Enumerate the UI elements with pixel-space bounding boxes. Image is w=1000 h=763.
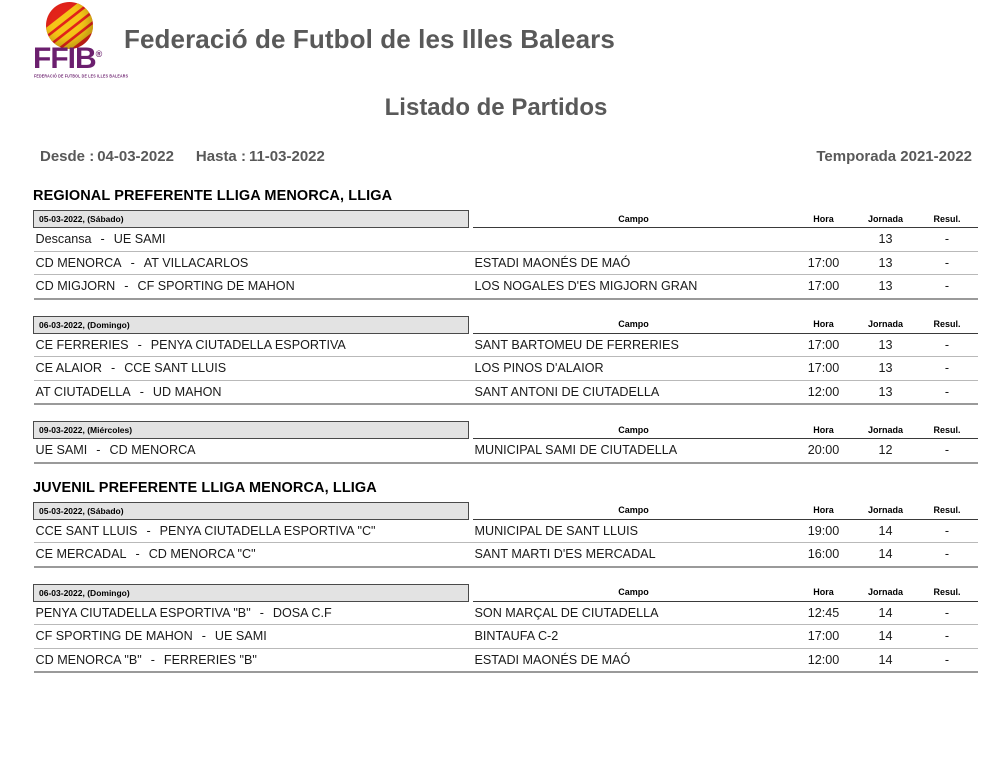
column-header-jornada: Jornada	[855, 584, 917, 601]
date-range-bar	[0, 148, 1000, 170]
block-date: 09-03-2022,	[39, 425, 85, 435]
home-team: CF SPORTING DE MAHON	[35, 629, 193, 644]
date-block	[0, 421, 1000, 464]
match-venue: SANT MARTI D'ES MERCADAL	[473, 543, 793, 567]
match-time: 17:00	[793, 333, 855, 357]
match-venue: MUNICIPAL DE SANT LLUIS	[473, 519, 793, 543]
date-block	[0, 584, 1000, 674]
matches-table	[33, 421, 978, 464]
home-team: UE SAMI	[35, 443, 88, 458]
block-header-row	[34, 502, 978, 519]
matches-table	[33, 316, 978, 406]
block-date: 06-03-2022,	[39, 319, 85, 330]
away-team: PENYA CIUTADELLA ESPORTIVA	[150, 337, 346, 352]
vs-separator: -	[135, 547, 140, 562]
column-header-resul: Resul.	[917, 211, 978, 228]
match-result: -	[917, 228, 978, 252]
vs-separator: -	[146, 523, 151, 538]
match-matchday: 13	[855, 357, 917, 381]
home-team: CD MENORCA "B"	[35, 652, 142, 667]
match-venue: BINTAUFA C-2	[473, 625, 793, 649]
match-teams	[34, 333, 473, 357]
match-result: -	[917, 275, 978, 299]
season-label: Temporada 2021-2022	[816, 148, 972, 165]
table-row	[34, 275, 978, 299]
column-header-campo: Campo	[473, 502, 793, 519]
match-teams	[34, 357, 473, 381]
from-label: Desde :	[40, 148, 95, 165]
match-time: 20:00	[793, 439, 855, 463]
match-time: 12:00	[793, 380, 855, 404]
vs-separator: -	[137, 337, 142, 352]
vs-separator: -	[130, 255, 135, 270]
away-team: PENYA CIUTADELLA ESPORTIVA "C"	[159, 523, 376, 538]
column-header-hora: Hora	[793, 584, 855, 601]
logo-tagline: FEDERACIÓ DE FUTBOL DE LES ILLES BALEARS	[34, 74, 129, 79]
block-date: 05-03-2022,	[39, 505, 85, 516]
column-header-jornada: Jornada	[855, 502, 917, 519]
registered-mark-icon: ®	[95, 49, 102, 59]
table-row	[34, 380, 978, 404]
away-team: UE SAMI	[214, 629, 267, 644]
match-teams	[34, 648, 473, 672]
match-matchday: 13	[855, 275, 917, 299]
block-date-cell	[34, 211, 469, 228]
table-row	[34, 439, 978, 463]
home-team: CD MIGJORN	[35, 279, 116, 294]
home-team: CCE SANT LLUIS	[35, 523, 138, 538]
match-teams	[34, 601, 473, 625]
match-matchday: 13	[855, 251, 917, 275]
column-header-hora: Hora	[793, 502, 855, 519]
home-team: CE MERCADAL	[35, 547, 127, 562]
competition-section	[0, 188, 1000, 464]
vs-separator: -	[100, 232, 105, 247]
match-result: -	[917, 439, 978, 463]
match-time	[793, 228, 855, 252]
match-time: 17:00	[793, 251, 855, 275]
block-date: 06-03-2022,	[39, 587, 85, 598]
page-title: Listado de Partidos	[384, 94, 608, 121]
block-weekday: (Domingo)	[87, 319, 130, 330]
match-teams	[34, 380, 473, 404]
away-team: CF SPORTING DE MAHON	[137, 279, 295, 294]
table-row	[34, 357, 978, 381]
column-header-resul: Resul.	[917, 502, 978, 519]
vs-separator: -	[259, 605, 264, 620]
column-header-resul: Resul.	[917, 316, 978, 333]
match-venue	[473, 228, 793, 252]
match-time: 12:45	[793, 601, 855, 625]
table-row	[34, 519, 978, 543]
date-range	[40, 148, 325, 165]
ffib-logo	[33, 2, 129, 90]
vs-separator: -	[150, 652, 155, 667]
match-venue: MUNICIPAL SAMI DE CIUTADELLA	[473, 439, 793, 463]
match-matchday: 14	[855, 601, 917, 625]
match-teams	[34, 228, 473, 252]
away-team: UE SAMI	[113, 232, 166, 247]
match-venue: LOS PINOS D'ALAIOR	[473, 357, 793, 381]
away-team: DOSA C.F	[272, 605, 332, 620]
table-row	[34, 648, 978, 672]
away-team: UD MAHON	[152, 384, 222, 399]
match-result: -	[917, 333, 978, 357]
vs-separator: -	[111, 361, 116, 376]
match-teams	[34, 543, 473, 567]
home-team: CE ALAIOR	[35, 361, 102, 376]
logo-wordmark	[33, 44, 101, 74]
match-time: 16:00	[793, 543, 855, 567]
match-teams	[34, 519, 473, 543]
match-result: -	[917, 625, 978, 649]
block-header-row	[34, 211, 978, 228]
column-header-campo: Campo	[473, 211, 793, 228]
table-row	[34, 251, 978, 275]
matches-table	[33, 502, 978, 568]
match-result: -	[917, 601, 978, 625]
match-result: -	[917, 357, 978, 381]
vs-separator: -	[124, 279, 129, 294]
block-weekday: (Miércoles)	[87, 425, 133, 435]
vs-separator: -	[139, 384, 144, 399]
table-row	[34, 625, 978, 649]
match-time: 17:00	[793, 625, 855, 649]
match-matchday: 14	[855, 543, 917, 567]
match-listing	[0, 188, 1000, 689]
block-header-row	[34, 584, 978, 601]
column-header-hora: Hora	[793, 422, 855, 439]
match-time: 12:00	[793, 648, 855, 672]
match-teams	[34, 275, 473, 299]
federation-title: Federació de Futbol de les Illes Balears	[124, 24, 615, 54]
logo-wordmark-text: FFIB	[33, 42, 96, 75]
match-time: 17:00	[793, 357, 855, 381]
column-header-resul: Resul.	[917, 584, 978, 601]
home-team: PENYA CIUTADELLA ESPORTIVA "B"	[35, 605, 251, 620]
match-venue: ESTADI MAONÉS DE MAÓ	[473, 648, 793, 672]
block-date: 05-03-2022,	[39, 214, 85, 224]
column-header-campo: Campo	[473, 422, 793, 439]
block-date-cell	[34, 316, 469, 333]
block-weekday: (Domingo)	[87, 587, 130, 598]
match-venue: SON MARÇAL DE CIUTADELLA	[473, 601, 793, 625]
match-venue: ESTADI MAONÉS DE MAÓ	[473, 251, 793, 275]
match-time: 19:00	[793, 519, 855, 543]
match-result: -	[917, 251, 978, 275]
match-result: -	[917, 380, 978, 404]
block-header-row	[34, 422, 978, 439]
to-value: 11-03-2022	[248, 148, 325, 165]
block-header-row	[34, 316, 978, 333]
away-team: AT VILLACARLOS	[143, 255, 249, 270]
away-team: CD MENORCA	[109, 443, 196, 458]
away-team: CD MENORCA "C"	[148, 547, 256, 562]
date-block	[0, 316, 1000, 406]
block-weekday: (Sábado)	[87, 505, 124, 516]
match-result: -	[917, 519, 978, 543]
column-header-hora: Hora	[793, 316, 855, 333]
matches-table	[33, 210, 978, 300]
competition-title: REGIONAL PREFERENTE LLIGA MENORCA, LLIGA	[33, 188, 393, 204]
vs-separator: -	[96, 443, 101, 458]
match-teams	[34, 251, 473, 275]
competition-title: JUVENIL PREFERENTE LLIGA MENORCA, LLIGA	[33, 479, 377, 496]
column-header-jornada: Jornada	[855, 422, 917, 439]
to-label: Hasta :	[195, 148, 246, 165]
block-date-cell	[34, 502, 469, 519]
column-header-hora: Hora	[793, 211, 855, 228]
column-header-jornada: Jornada	[855, 211, 917, 228]
date-block	[0, 210, 1000, 300]
table-row	[34, 333, 978, 357]
match-result: -	[917, 543, 978, 567]
match-matchday: 14	[855, 625, 917, 649]
match-matchday: 14	[855, 519, 917, 543]
match-venue: LOS NOGALES D'ES MIGJORN GRAN	[473, 275, 793, 299]
date-block	[0, 502, 1000, 568]
match-teams	[34, 439, 473, 463]
match-matchday: 12	[855, 439, 917, 463]
column-header-resul: Resul.	[917, 422, 978, 439]
match-matchday: 13	[855, 333, 917, 357]
home-team: AT CIUTADELLA	[35, 384, 131, 399]
match-matchday: 14	[855, 648, 917, 672]
table-row	[34, 228, 978, 252]
match-venue: SANT BARTOMEU DE FERRERIES	[473, 333, 793, 357]
home-team: CE FERRERIES	[35, 337, 129, 352]
from-value: 04-03-2022	[97, 148, 174, 165]
competition-section	[0, 480, 1000, 674]
match-time: 17:00	[793, 275, 855, 299]
match-result: -	[917, 648, 978, 672]
block-date-cell	[34, 422, 469, 439]
match-matchday: 13	[855, 380, 917, 404]
away-team: FERRERIES "B"	[163, 652, 257, 667]
match-venue: SANT ANTONI DE CIUTADELLA	[473, 380, 793, 404]
column-header-jornada: Jornada	[855, 316, 917, 333]
matches-table	[33, 584, 978, 674]
page-header	[0, 0, 1000, 96]
table-row	[34, 543, 978, 567]
table-row	[34, 601, 978, 625]
column-header-campo: Campo	[473, 584, 793, 601]
match-teams	[34, 625, 473, 649]
vs-separator: -	[201, 629, 206, 644]
match-matchday: 13	[855, 228, 917, 252]
block-date-cell	[34, 584, 469, 601]
block-weekday: (Sábado)	[87, 214, 124, 224]
away-team: CCE SANT LLUIS	[124, 361, 227, 376]
home-team: Descansa	[35, 232, 92, 247]
column-header-campo: Campo	[473, 316, 793, 333]
home-team: CD MENORCA	[35, 255, 122, 270]
